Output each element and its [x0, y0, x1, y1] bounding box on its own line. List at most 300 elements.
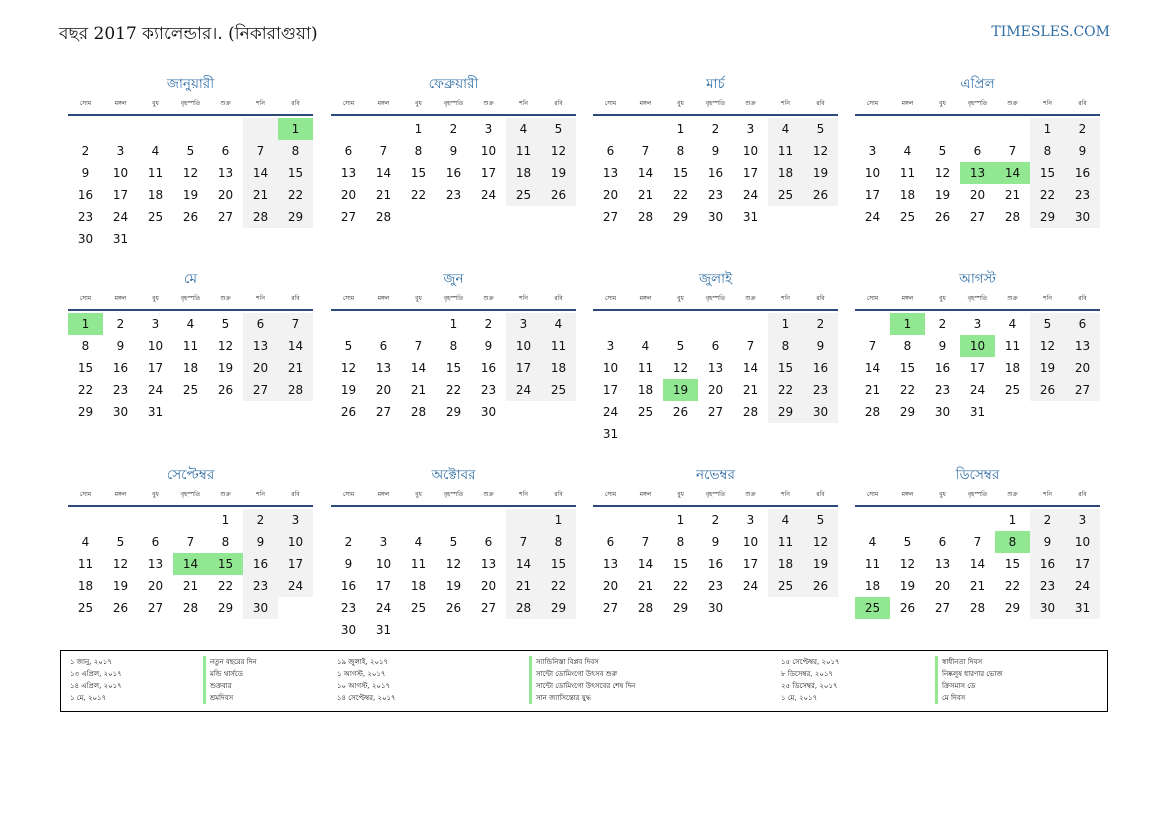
day-cell[interactable]: 12 [112, 557, 129, 571]
day-cell[interactable]: 5 [803, 118, 838, 140]
day-cell-holiday[interactable]: 10 [960, 335, 995, 357]
day-cell[interactable]: 13 [375, 361, 392, 375]
day-cell[interactable]: 15 [1030, 162, 1065, 184]
day-cell[interactable]: 28 [637, 210, 654, 224]
day-cell[interactable]: 9 [449, 144, 458, 158]
day-cell[interactable]: 4 [414, 535, 423, 549]
day-cell[interactable]: 14 [375, 166, 392, 180]
day-cell[interactable]: 13 [243, 335, 278, 357]
day-cell[interactable]: 12 [445, 557, 462, 571]
day-cell[interactable]: 7 [243, 140, 278, 162]
day-cell[interactable]: 16 [340, 579, 357, 593]
day-cell[interactable]: 27 [243, 379, 278, 401]
day-cell[interactable]: 29 [672, 601, 689, 615]
day-cell[interactable]: 21 [1004, 188, 1021, 202]
day-cell[interactable]: 8 [221, 535, 230, 549]
day-cell[interactable]: 17 [147, 361, 164, 375]
day-cell[interactable]: 23 [1030, 575, 1065, 597]
day-cell[interactable]: 15 [278, 162, 313, 184]
day-cell[interactable]: 3 [606, 339, 615, 353]
day-cell[interactable]: 7 [506, 531, 541, 553]
day-cell[interactable]: 30 [243, 597, 278, 619]
day-cell[interactable]: 16 [1065, 162, 1100, 184]
day-cell[interactable]: 6 [151, 535, 160, 549]
day-cell[interactable]: 11 [77, 557, 94, 571]
day-cell[interactable]: 13 [1065, 335, 1100, 357]
day-cell[interactable]: 11 [182, 339, 199, 353]
day-cell[interactable]: 26 [445, 601, 462, 615]
day-cell[interactable]: 22 [672, 188, 689, 202]
day-cell[interactable]: 4 [903, 144, 912, 158]
day-cell[interactable]: 2 [243, 509, 278, 531]
day-cell[interactable]: 15 [1004, 557, 1021, 571]
day-cell[interactable]: 29 [445, 405, 462, 419]
day-cell[interactable]: 22 [1030, 184, 1065, 206]
day-cell[interactable]: 4 [81, 535, 90, 549]
day-cell[interactable]: 5 [803, 509, 838, 531]
day-cell[interactable]: 28 [182, 601, 199, 615]
day-cell[interactable]: 21 [410, 383, 427, 397]
day-cell[interactable]: 23 [707, 579, 724, 593]
day-cell[interactable]: 17 [375, 579, 392, 593]
day-cell[interactable]: 28 [375, 210, 392, 224]
day-cell[interactable]: 24 [742, 188, 759, 202]
day-cell[interactable]: 9 [711, 535, 720, 549]
day-cell[interactable]: 6 [606, 144, 615, 158]
day-cell[interactable]: 6 [938, 535, 947, 549]
day-cell[interactable]: 21 [742, 383, 759, 397]
day-cell[interactable]: 14 [278, 335, 313, 357]
day-cell[interactable]: 24 [1065, 575, 1100, 597]
day-cell[interactable]: 15 [445, 361, 462, 375]
day-cell[interactable]: 15 [672, 557, 689, 571]
day-cell[interactable]: 4 [1008, 317, 1017, 331]
day-cell[interactable]: 11 [899, 166, 916, 180]
day-cell[interactable]: 27 [480, 601, 497, 615]
day-cell[interactable]: 14 [410, 361, 427, 375]
day-cell[interactable]: 10 [1065, 531, 1100, 553]
day-cell[interactable]: 7 [186, 535, 195, 549]
day-cell[interactable]: 8 [676, 535, 685, 549]
day-cell[interactable]: 10 [742, 144, 759, 158]
day-cell[interactable]: 2 [344, 535, 353, 549]
day-cell[interactable]: 17 [864, 188, 881, 202]
day-cell[interactable]: 1 [676, 513, 685, 527]
day-cell[interactable]: 30 [77, 232, 94, 246]
site-brand-link[interactable]: TIMESLES.COM [991, 24, 1110, 40]
day-cell[interactable]: 3 [506, 313, 541, 335]
day-cell[interactable]: 9 [243, 531, 278, 553]
day-cell[interactable]: 17 [278, 553, 313, 575]
day-cell[interactable]: 19 [803, 162, 838, 184]
day-cell[interactable]: 5 [449, 535, 458, 549]
day-cell[interactable]: 29 [217, 601, 234, 615]
day-cell[interactable]: 26 [803, 575, 838, 597]
day-cell[interactable]: 19 [340, 383, 357, 397]
day-cell[interactable]: 15 [899, 361, 916, 375]
day-cell[interactable]: 9 [711, 144, 720, 158]
day-cell[interactable]: 24 [506, 379, 541, 401]
day-cell[interactable]: 31 [602, 427, 619, 441]
day-cell[interactable]: 28 [864, 405, 881, 419]
day-cell[interactable]: 16 [707, 557, 724, 571]
day-cell[interactable]: 24 [278, 575, 313, 597]
day-cell[interactable]: 21 [506, 575, 541, 597]
day-cell[interactable]: 29 [1004, 601, 1021, 615]
day-cell[interactable]: 26 [217, 383, 234, 397]
day-cell[interactable]: 2 [484, 317, 493, 331]
day-cell[interactable]: 20 [707, 383, 724, 397]
day-cell[interactable]: 15 [768, 357, 803, 379]
day-cell[interactable]: 9 [344, 557, 353, 571]
day-cell[interactable]: 3 [116, 144, 125, 158]
day-cell[interactable]: 10 [375, 557, 392, 571]
day-cell[interactable]: 12 [340, 361, 357, 375]
day-cell[interactable]: 12 [541, 140, 576, 162]
day-cell[interactable]: 5 [344, 339, 353, 353]
day-cell[interactable]: 1 [414, 122, 423, 136]
day-cell-holiday[interactable]: 14 [995, 162, 1030, 184]
day-cell[interactable]: 29 [768, 401, 803, 423]
day-cell[interactable]: 6 [344, 144, 353, 158]
day-cell[interactable]: 9 [116, 339, 125, 353]
day-cell[interactable]: 23 [243, 575, 278, 597]
day-cell[interactable]: 3 [1065, 509, 1100, 531]
day-cell[interactable]: 7 [973, 535, 982, 549]
day-cell[interactable]: 2 [711, 122, 720, 136]
day-cell[interactable]: 28 [243, 206, 278, 228]
day-cell[interactable]: 31 [112, 232, 129, 246]
day-cell[interactable]: 11 [1004, 339, 1021, 353]
day-cell[interactable]: 8 [903, 339, 912, 353]
day-cell[interactable]: 14 [637, 166, 654, 180]
day-cell[interactable]: 27 [147, 601, 164, 615]
day-cell[interactable]: 20 [1065, 357, 1100, 379]
day-cell[interactable]: 18 [77, 579, 94, 593]
day-cell[interactable]: 6 [606, 535, 615, 549]
day-cell[interactable]: 9 [81, 166, 90, 180]
day-cell[interactable]: 21 [278, 357, 313, 379]
day-cell[interactable]: 18 [899, 188, 916, 202]
day-cell[interactable]: 28 [278, 379, 313, 401]
day-cell[interactable]: 1 [449, 317, 458, 331]
day-cell[interactable]: 3 [484, 122, 493, 136]
day-cell[interactable]: 28 [410, 405, 427, 419]
day-cell[interactable]: 25 [77, 601, 94, 615]
day-cell[interactable]: 4 [868, 535, 877, 549]
day-cell[interactable]: 29 [77, 405, 94, 419]
day-cell[interactable]: 8 [541, 531, 576, 553]
day-cell[interactable]: 18 [182, 361, 199, 375]
day-cell[interactable]: 5 [116, 535, 125, 549]
day-cell[interactable]: 1 [541, 509, 576, 531]
day-cell[interactable]: 9 [803, 335, 838, 357]
day-cell[interactable]: 28 [1004, 210, 1021, 224]
day-cell[interactable]: 23 [445, 188, 462, 202]
day-cell[interactable]: 20 [147, 579, 164, 593]
day-cell[interactable]: 9 [938, 339, 947, 353]
day-cell[interactable]: 11 [864, 557, 881, 571]
day-cell[interactable]: 27 [969, 210, 986, 224]
day-cell-holiday[interactable]: 13 [960, 162, 995, 184]
day-cell[interactable]: 11 [147, 166, 164, 180]
day-cell[interactable]: 19 [112, 579, 129, 593]
day-cell[interactable]: 15 [672, 166, 689, 180]
day-cell[interactable]: 24 [602, 405, 619, 419]
day-cell[interactable]: 16 [112, 361, 129, 375]
day-cell[interactable]: 22 [899, 383, 916, 397]
day-cell[interactable]: 30 [803, 401, 838, 423]
day-cell[interactable]: 20 [602, 188, 619, 202]
day-cell[interactable]: 17 [602, 383, 619, 397]
day-cell[interactable]: 30 [112, 405, 129, 419]
day-cell[interactable]: 19 [899, 579, 916, 593]
day-cell[interactable]: 26 [182, 210, 199, 224]
day-cell[interactable]: 24 [112, 210, 129, 224]
day-cell[interactable]: 24 [480, 188, 497, 202]
day-cell[interactable]: 5 [221, 317, 230, 331]
day-cell[interactable]: 20 [969, 188, 986, 202]
day-cell[interactable]: 12 [1030, 335, 1065, 357]
day-cell[interactable]: 4 [151, 144, 160, 158]
day-cell[interactable]: 21 [375, 188, 392, 202]
day-cell[interactable]: 20 [375, 383, 392, 397]
day-cell[interactable]: 1 [1030, 118, 1065, 140]
day-cell[interactable]: 24 [864, 210, 881, 224]
day-cell[interactable]: 17 [1065, 553, 1100, 575]
day-cell[interactable]: 4 [641, 339, 650, 353]
day-cell[interactable]: 2 [449, 122, 458, 136]
day-cell[interactable]: 19 [803, 553, 838, 575]
day-cell-holiday[interactable]: 1 [278, 118, 313, 140]
day-cell[interactable]: 1 [676, 122, 685, 136]
day-cell[interactable]: 20 [217, 188, 234, 202]
day-cell[interactable]: 3 [973, 317, 982, 331]
day-cell[interactable]: 25 [410, 601, 427, 615]
day-cell[interactable]: 16 [480, 361, 497, 375]
day-cell[interactable]: 13 [602, 557, 619, 571]
day-cell[interactable]: 12 [803, 140, 838, 162]
day-cell[interactable]: 3 [746, 513, 755, 527]
day-cell[interactable]: 16 [445, 166, 462, 180]
day-cell[interactable]: 25 [637, 405, 654, 419]
day-cell[interactable]: 30 [707, 601, 724, 615]
day-cell[interactable]: 10 [147, 339, 164, 353]
day-cell[interactable]: 7 [641, 144, 650, 158]
day-cell[interactable]: 21 [637, 188, 654, 202]
day-cell[interactable]: 6 [379, 339, 388, 353]
day-cell[interactable]: 18 [147, 188, 164, 202]
day-cell[interactable]: 24 [742, 579, 759, 593]
day-cell[interactable]: 25 [147, 210, 164, 224]
day-cell[interactable]: 29 [672, 210, 689, 224]
day-cell[interactable]: 27 [217, 210, 234, 224]
day-cell[interactable]: 14 [969, 557, 986, 571]
day-cell[interactable]: 5 [676, 339, 685, 353]
day-cell[interactable]: 1 [768, 313, 803, 335]
day-cell[interactable]: 30 [707, 210, 724, 224]
day-cell[interactable]: 25 [541, 379, 576, 401]
day-cell[interactable]: 22 [1004, 579, 1021, 593]
day-cell[interactable]: 6 [1065, 313, 1100, 335]
day-cell[interactable]: 12 [182, 166, 199, 180]
day-cell[interactable]: 16 [243, 553, 278, 575]
day-cell[interactable]: 4 [506, 118, 541, 140]
day-cell[interactable]: 6 [484, 535, 493, 549]
day-cell[interactable]: 8 [1030, 140, 1065, 162]
day-cell[interactable]: 2 [1030, 509, 1065, 531]
day-cell[interactable]: 16 [1030, 553, 1065, 575]
day-cell[interactable]: 17 [969, 361, 986, 375]
day-cell[interactable]: 11 [506, 140, 541, 162]
day-cell[interactable]: 18 [1004, 361, 1021, 375]
day-cell[interactable]: 12 [217, 339, 234, 353]
day-cell[interactable]: 10 [506, 335, 541, 357]
day-cell[interactable]: 28 [742, 405, 759, 419]
day-cell[interactable]: 8 [414, 144, 423, 158]
day-cell[interactable]: 6 [711, 339, 720, 353]
day-cell[interactable]: 27 [340, 210, 357, 224]
day-cell[interactable]: 2 [81, 144, 90, 158]
day-cell[interactable]: 2 [1065, 118, 1100, 140]
day-cell[interactable]: 24 [375, 601, 392, 615]
day-cell[interactable]: 14 [637, 557, 654, 571]
day-cell[interactable]: 6 [243, 313, 278, 335]
day-cell[interactable]: 20 [243, 357, 278, 379]
day-cell[interactable]: 6 [221, 144, 230, 158]
day-cell[interactable]: 3 [278, 509, 313, 531]
day-cell-holiday[interactable]: 19 [663, 379, 698, 401]
day-cell[interactable]: 25 [768, 184, 803, 206]
day-cell-holiday[interactable]: 15 [208, 553, 243, 575]
day-cell[interactable]: 7 [746, 339, 755, 353]
day-cell[interactable]: 18 [864, 579, 881, 593]
day-cell[interactable]: 30 [1030, 597, 1065, 619]
day-cell[interactable]: 21 [969, 579, 986, 593]
day-cell[interactable]: 25 [1004, 383, 1021, 397]
day-cell[interactable]: 19 [934, 188, 951, 202]
day-cell[interactable]: 31 [375, 623, 392, 637]
day-cell[interactable]: 12 [672, 361, 689, 375]
day-cell[interactable]: 22 [217, 579, 234, 593]
day-cell[interactable]: 26 [672, 405, 689, 419]
day-cell[interactable]: 23 [77, 210, 94, 224]
day-cell[interactable]: 9 [484, 339, 493, 353]
day-cell[interactable]: 26 [1030, 379, 1065, 401]
day-cell[interactable]: 14 [243, 162, 278, 184]
day-cell[interactable]: 29 [1030, 206, 1065, 228]
day-cell[interactable]: 27 [707, 405, 724, 419]
day-cell[interactable]: 21 [864, 383, 881, 397]
day-cell[interactable]: 8 [676, 144, 685, 158]
day-cell-holiday[interactable]: 1 [68, 313, 103, 335]
day-cell[interactable]: 23 [1065, 184, 1100, 206]
day-cell[interactable]: 31 [742, 210, 759, 224]
day-cell[interactable]: 10 [602, 361, 619, 375]
day-cell[interactable]: 24 [147, 383, 164, 397]
day-cell[interactable]: 23 [934, 383, 951, 397]
day-cell[interactable]: 12 [803, 531, 838, 553]
day-cell[interactable]: 23 [803, 379, 838, 401]
day-cell[interactable]: 7 [414, 339, 423, 353]
day-cell[interactable]: 21 [182, 579, 199, 593]
day-cell[interactable]: 18 [506, 162, 541, 184]
day-cell[interactable]: 30 [340, 623, 357, 637]
day-cell[interactable]: 18 [541, 357, 576, 379]
day-cell[interactable]: 20 [340, 188, 357, 202]
day-cell[interactable]: 20 [480, 579, 497, 593]
day-cell[interactable]: 25 [899, 210, 916, 224]
day-cell[interactable]: 7 [641, 535, 650, 549]
day-cell[interactable]: 24 [969, 383, 986, 397]
day-cell[interactable]: 19 [217, 361, 234, 375]
day-cell[interactable]: 21 [243, 184, 278, 206]
day-cell[interactable]: 13 [340, 166, 357, 180]
day-cell[interactable]: 29 [278, 206, 313, 228]
day-cell[interactable]: 17 [506, 357, 541, 379]
day-cell[interactable]: 28 [969, 601, 986, 615]
day-cell[interactable]: 26 [340, 405, 357, 419]
day-cell[interactable]: 23 [340, 601, 357, 615]
day-cell[interactable]: 20 [602, 579, 619, 593]
day-cell[interactable]: 11 [541, 335, 576, 357]
day-cell[interactable]: 16 [803, 357, 838, 379]
day-cell[interactable]: 17 [112, 188, 129, 202]
day-cell[interactable]: 5 [541, 118, 576, 140]
day-cell[interactable]: 10 [742, 535, 759, 549]
day-cell[interactable]: 7 [278, 313, 313, 335]
day-cell[interactable]: 7 [1008, 144, 1017, 158]
day-cell[interactable]: 16 [707, 166, 724, 180]
day-cell[interactable]: 6 [973, 144, 982, 158]
day-cell[interactable]: 7 [868, 339, 877, 353]
day-cell[interactable]: 22 [541, 575, 576, 597]
day-cell[interactable]: 3 [746, 122, 755, 136]
day-cell[interactable]: 31 [1065, 597, 1100, 619]
day-cell[interactable]: 2 [938, 317, 947, 331]
day-cell[interactable]: 25 [182, 383, 199, 397]
day-cell-holiday[interactable]: 8 [995, 531, 1030, 553]
day-cell[interactable]: 4 [541, 313, 576, 335]
day-cell[interactable]: 26 [899, 601, 916, 615]
day-cell-holiday[interactable]: 1 [890, 313, 925, 335]
day-cell[interactable]: 27 [1065, 379, 1100, 401]
day-cell[interactable]: 16 [77, 188, 94, 202]
day-cell[interactable]: 19 [541, 162, 576, 184]
day-cell[interactable]: 19 [1030, 357, 1065, 379]
day-cell[interactable]: 20 [934, 579, 951, 593]
day-cell[interactable]: 1 [221, 513, 230, 527]
day-cell[interactable]: 28 [506, 597, 541, 619]
day-cell[interactable]: 7 [379, 144, 388, 158]
day-cell[interactable]: 21 [637, 579, 654, 593]
day-cell[interactable]: 18 [410, 579, 427, 593]
day-cell-holiday[interactable]: 25 [855, 597, 890, 619]
day-cell[interactable]: 17 [742, 557, 759, 571]
day-cell[interactable]: 11 [768, 140, 803, 162]
day-cell[interactable]: 10 [112, 166, 129, 180]
day-cell[interactable]: 8 [449, 339, 458, 353]
day-cell[interactable]: 31 [969, 405, 986, 419]
day-cell[interactable]: 2 [803, 313, 838, 335]
day-cell[interactable]: 30 [1065, 206, 1100, 228]
day-cell[interactable]: 5 [186, 144, 195, 158]
day-cell[interactable]: 25 [768, 575, 803, 597]
day-cell[interactable]: 4 [768, 509, 803, 531]
day-cell[interactable]: 4 [186, 317, 195, 331]
day-cell[interactable]: 13 [602, 166, 619, 180]
day-cell[interactable]: 30 [934, 405, 951, 419]
